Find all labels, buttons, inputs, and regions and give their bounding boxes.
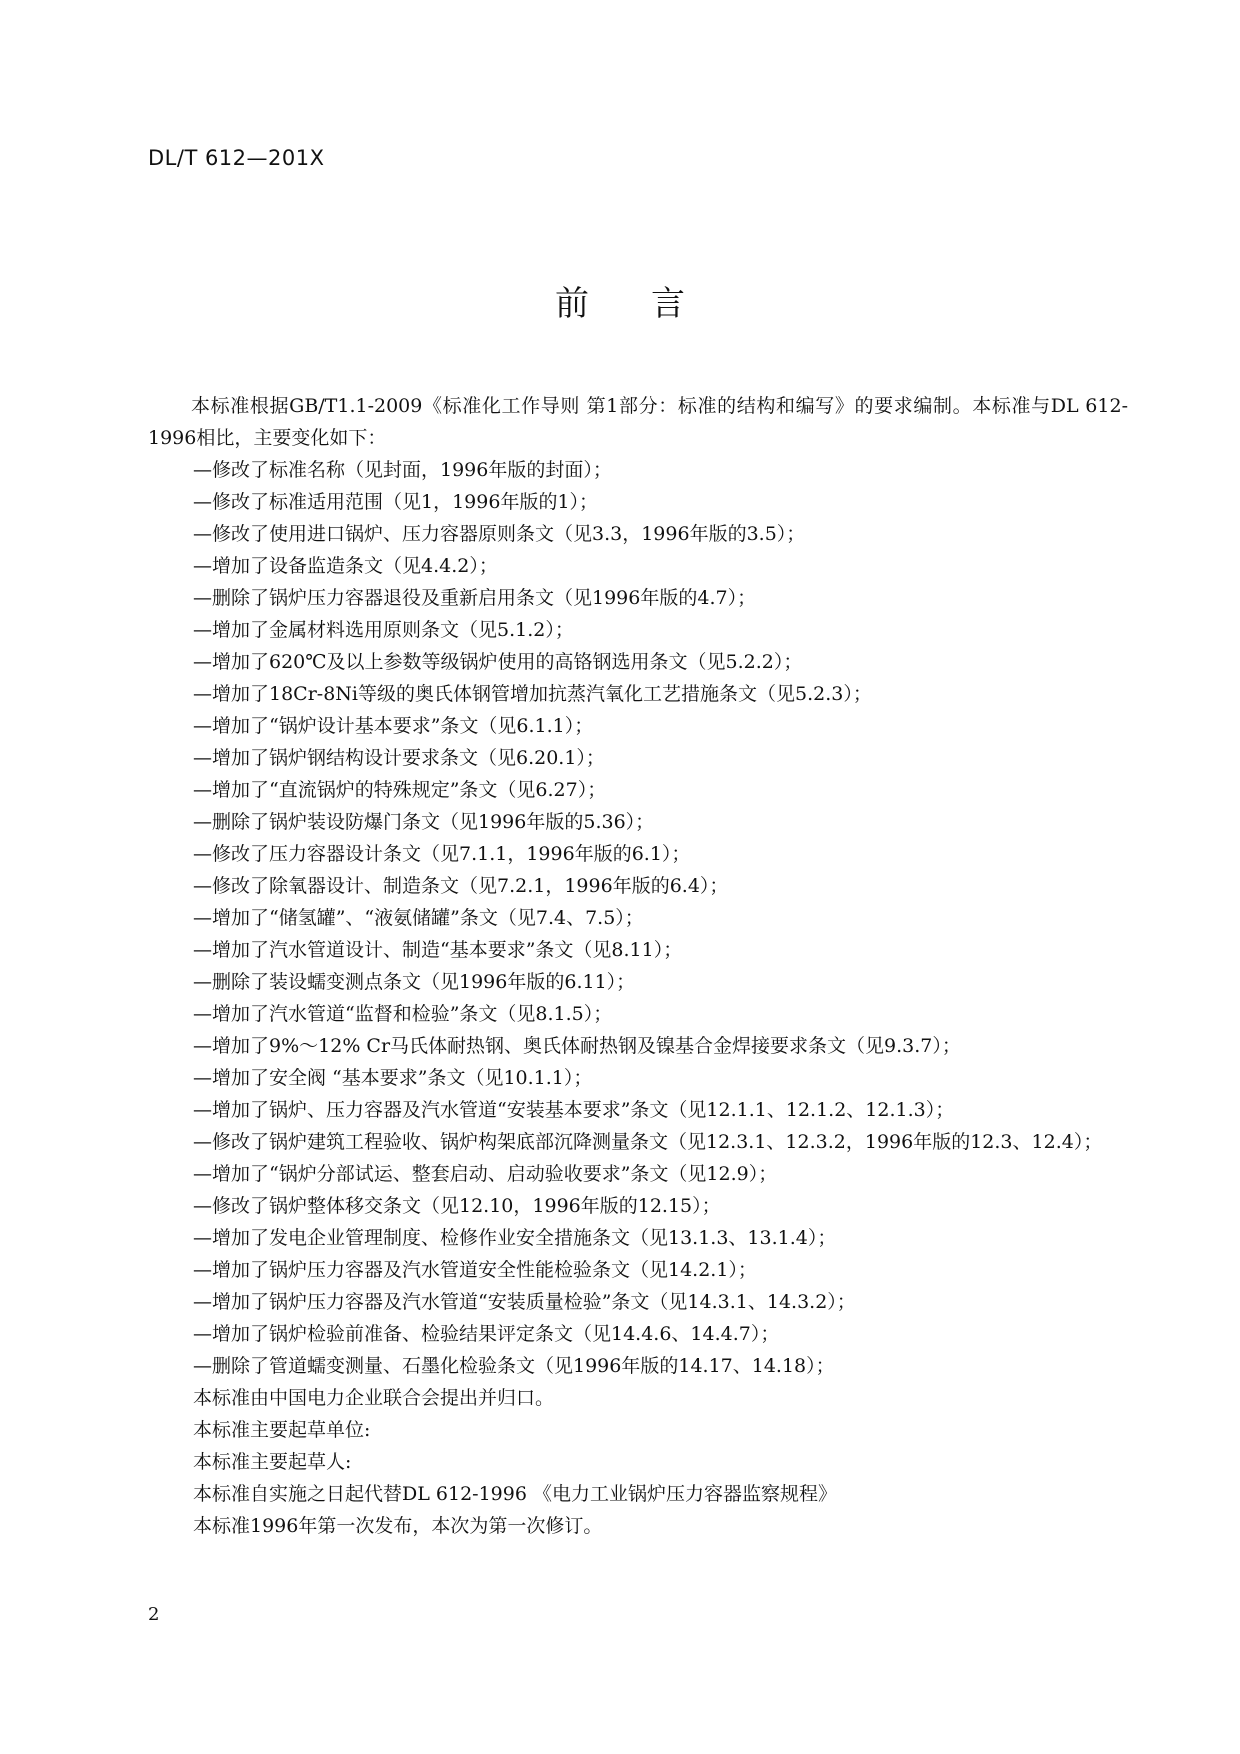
change-item: —增加了锅炉、压力容器及汽水管道“安装基本要求”条文（见12.1.1、12.1.2、12.1.3）；: [193, 1099, 955, 1121]
change-item: —删除了管道蠕变测量、石墨化检验条文（见1996年版的14.17、14.18）；: [193, 1355, 835, 1377]
change-item: —增加了汽水管道“监督和检验”条文（见8.1.5）；: [193, 1003, 613, 1025]
change-item: —增加了锅炉检验前准备、检验结果评定条文（见14.4.6、14.4.7）；: [193, 1323, 780, 1345]
closing-line: 本标准主要起草人:: [193, 1451, 352, 1473]
change-item: —增加了设备监造条文（见4.4.2）；: [193, 555, 498, 577]
change-item: —增加了9%～12% Cr马氏体耐热钢、奥氏体耐热钢及镍基合金焊接要求条文（见9.3.7）；: [193, 1035, 961, 1057]
closing-line: 本标准自实施之日起代替DL 612-1996 《电力工业锅炉压力容器监察规程》: [193, 1483, 837, 1505]
closing-line: 本标准主要起草单位:: [193, 1419, 371, 1441]
change-item: —增加了安全阀 “基本要求”条文（见10.1.1）；: [193, 1067, 593, 1089]
change-item: —增加了“储氢罐”、“液氨储罐”条文（见7.4、7.5）；: [193, 907, 644, 929]
change-item: —修改了除氧器设计、制造条文（见7.2.1，1996年版的6.4）；: [193, 875, 729, 897]
closing-line: 本标准由中国电力企业联合会提出并归口。: [193, 1387, 555, 1409]
change-item: —增加了“锅炉设计基本要求”条文（见6.1.1）；: [193, 715, 594, 737]
change-item: —修改了标准名称（见封面，1996年版的封面）；: [193, 459, 612, 481]
change-item: —增加了620℃及以上参数等级锅炉使用的高铬钢选用条文（见5.2.2）；: [193, 651, 803, 673]
intro-paragraph: 本标准根据GB/T1.1-2009《标准化工作导则 第1部分：标准的结构和编写》的要求编制。本标准与DL 612-1996相比，主要变化如下：: [148, 395, 1128, 449]
change-item: —增加了汽水管道设计、制造“基本要求”条文（见8.11）；: [193, 939, 683, 961]
change-item: —修改了使用进口锅炉、压力容器原则条文（见3.3，1996年版的3.5）；: [193, 523, 806, 545]
change-item: —增加了发电企业管理制度、检修作业安全措施条文（见13.1.3、13.1.4）；: [193, 1227, 837, 1249]
change-item: —增加了锅炉压力容器及汽水管道安全性能检验条文（见14.2.1）；: [193, 1259, 757, 1281]
foreword-body: [148, 390, 1128, 1542]
change-item: —增加了金属材料选用原则条文（见5.1.2）；: [193, 619, 574, 641]
standard-code-header: DL/T 612—201X: [148, 146, 325, 170]
change-item: —修改了锅炉建筑工程验收、锅炉构架底部沉降测量条文（见12.3.1、12.3.2，1996年版的12.3、12.4）；: [193, 1131, 1103, 1153]
page-title: [0, 276, 1240, 325]
change-item: —增加了“直流锅炉的特殊规定”条文（见6.27）；: [193, 779, 607, 801]
page-number: 2: [148, 1604, 160, 1625]
closing-line: 本标准1996年第一次发布，本次为第一次修订。: [193, 1515, 603, 1537]
change-item: —增加了“锅炉分部试运、整套启动、启动验收要求”条文（见12.9）；: [193, 1163, 778, 1185]
change-item: —修改了压力容器设计条文（见7.1.1，1996年版的6.1）；: [193, 843, 691, 865]
change-item: —增加了18Cr-8Ni等级的奥氏体钢管增加抗蒸汽氧化工艺措施条文（见5.2.3）；: [193, 683, 872, 705]
change-item: —删除了锅炉压力容器退役及重新启用条文（见1996年版的4.7）；: [193, 587, 757, 609]
title-char: 言: [651, 284, 685, 324]
change-item: —增加了锅炉钢结构设计要求条文（见6.20.1）；: [193, 747, 605, 769]
change-item: —增加了锅炉压力容器及汽水管道“安装质量检验”条文（见14.3.1、14.3.2）；: [193, 1291, 856, 1313]
change-item: —修改了标准适用范围（见1，1996年版的1）；: [193, 491, 599, 513]
change-item: —修改了锅炉整体移交条文（见12.10，1996年版的12.15）；: [193, 1195, 721, 1217]
title-char: 前: [555, 284, 589, 324]
change-item: —删除了锅炉装设防爆门条文（见1996年版的5.36）；: [193, 811, 655, 833]
change-item: —删除了装设蠕变测点条文（见1996年版的6.11）；: [193, 971, 636, 993]
